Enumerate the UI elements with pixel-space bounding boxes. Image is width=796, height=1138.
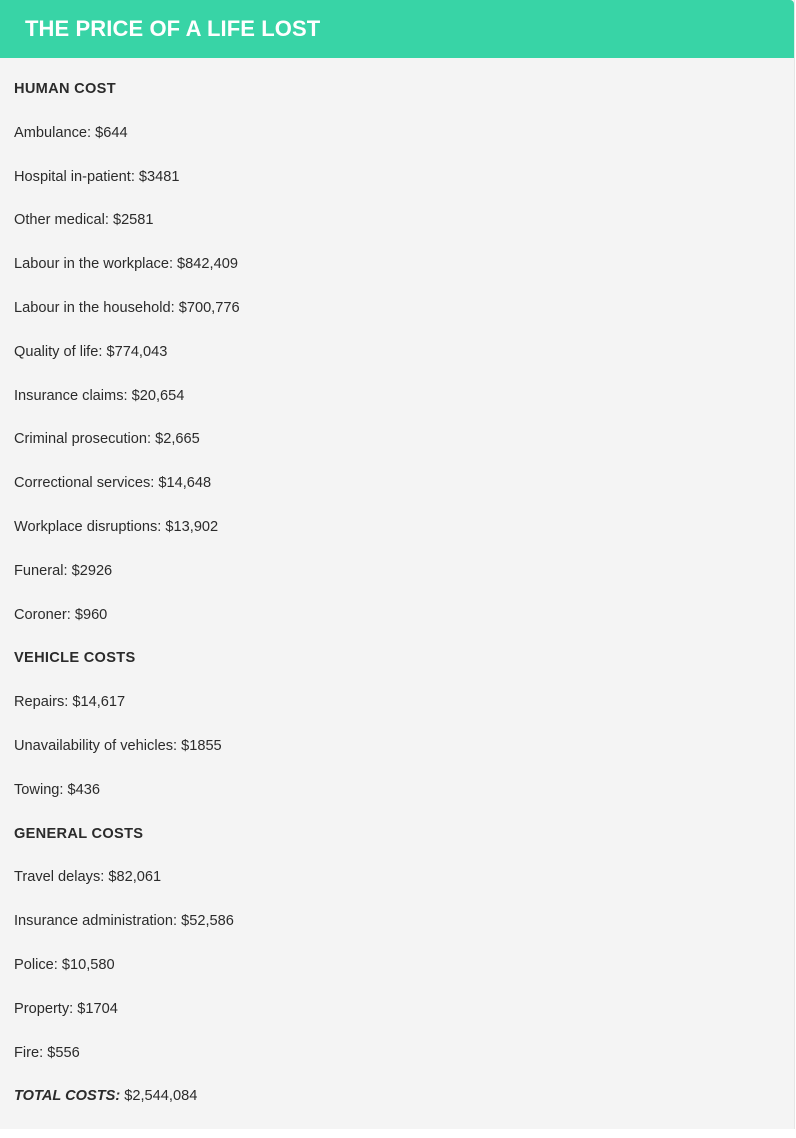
list-item: Insurance claims: $20,654 [14,388,185,404]
section-heading-vehicle-costs: VEHICLE COSTS [14,650,136,666]
title-banner [0,0,794,58]
list-item: Fire: $556 [14,1045,80,1061]
list-item: Labour in the household: $700,776 [14,300,240,316]
list-item: Repairs: $14,617 [14,694,126,710]
page-title: THE PRICE OF A LIFE LOST [25,16,321,41]
list-item: Property: $1704 [14,1001,118,1017]
list-item: Police: $10,580 [14,957,115,973]
list-item: Criminal prosecution: $2,665 [14,431,200,447]
list-item: Unavailability of vehicles: $1855 [14,738,222,754]
list-item: Other medical: $2581 [14,212,154,228]
list-item: Insurance administration: $52,586 [14,913,234,929]
list-item: Workplace disruptions: $13,902 [14,519,219,535]
section-heading-human-cost: HUMAN COST [14,81,116,97]
list-item: Hospital in-patient: $3481 [14,169,180,185]
list-item: Travel delays: $82,061 [14,869,162,885]
list-item: Funeral: $2926 [14,563,113,579]
list-item: Coroner: $960 [14,607,108,623]
list-item: Quality of life: $774,043 [14,344,168,360]
total-label: TOTAL COSTS: [14,1088,121,1104]
list-item: Correctional services: $14,648 [14,475,212,491]
list-item: Ambulance: $644 [14,125,128,141]
total-value: $2,544,084 [120,1088,198,1104]
list-item: Labour in the workplace: $842,409 [14,256,238,272]
section-heading-general-costs: GENERAL COSTS [14,826,144,842]
total-row [14,1087,197,1105]
list-item: Towing: $436 [14,782,101,798]
